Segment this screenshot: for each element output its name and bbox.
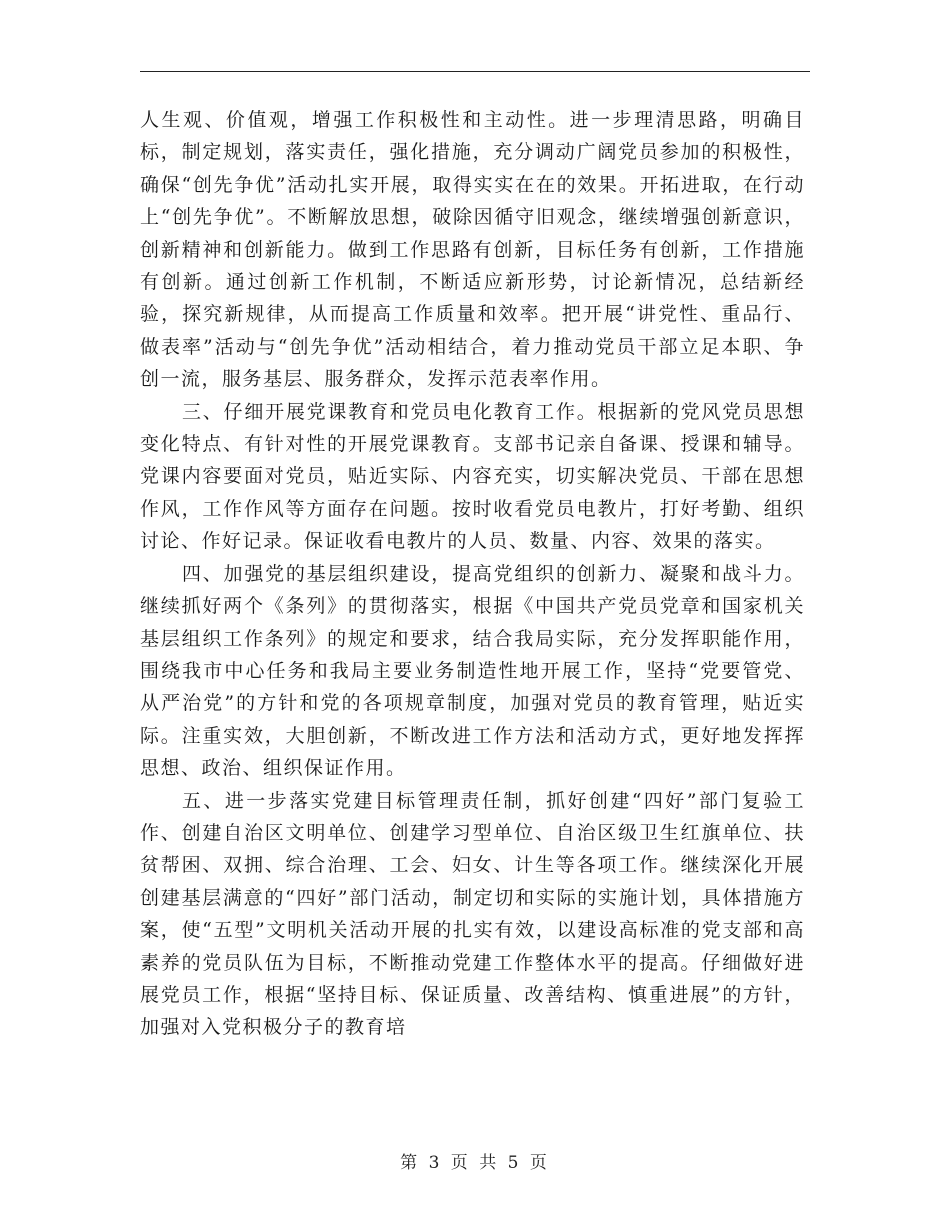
document-body bbox=[140, 104, 805, 1044]
paragraph-continuation: 人生观、价值观，增强工作积极性和主动性。进一步理清思路，明确目标，制定规划，落实责任，强化措施，充分调动广阔党员参加的积极性，确保“创先争优”活动扎实开展，取得实实在在的效果。开拓进取，在行动上“创先争优”。不断解放思想，破除因循守旧观念，继续增强创新意识，创新精神和创新能力。做到工作思路有创新，目标任务有创新，工作措施有创新。通过创新工作机制，不断适应新形势，讨论新情况，总结新经验，探究新规律，从而提高工作质量和效率。把开展“讲党性、重品行、做表率”活动与“创先争优”活动相结合，着力推动党员干部立足本职、争创一流，服务基层、服务群众，发挥示范表率作用。 bbox=[140, 109, 805, 391]
paragraph-section-three: 三、仔细开展党课教育和党员电化教育工作。根据新的党风党员思想变化特点、有针对性的开展党课教育。支部书记亲自备课、授课和辅导。党课内容要面对党员，贴近实际、内容充实，切实解决党员、干部在思想作风，工作作风等方面存在问题。按时收看党员电教片，打好考勤、组织讨论、作好记录。保证收看电教片的人员、数量、内容、效果的落实。 bbox=[140, 400, 805, 553]
page-number-footer: 第 3 页 共 5 页 bbox=[400, 1153, 550, 1173]
paragraph-section-four: 四、加强党的基层组织建设，提高党组织的创新力、凝聚和战斗力。继续抓好两个《条列》的贯彻落实，根据《中国共产党员党章和国家机关基层组织工作条列》的规定和要求，结合我局实际，充分发挥职能作用，围绕我市中心任务和我局主要业务制造性地开展工作，坚持“党要管党、从严治党”的方针和党的各项规章制度，加强对党员的教育管理，贴近实际。注重实效，大胆创新，不断改进工作方法和活动方式，更好地发挥挥思想、政治、组织保证作用。 bbox=[140, 562, 805, 780]
paragraph-section-five: 五、进一步落实党建目标管理责任制，抓好创建“四好”部门复验工作、创建自治区文明单位、创建学习型单位、自治区级卫生红旗单位、扶贫帮困、双拥、综合治理、工会、妇女、计生等各项工作。继续深化开展创建基层满意的“四好”部门活动，制定切和实际的实施计划，具体措施方案，使“五型”文明机关活动开展的扎实有效，以建设高标准的党支部和高素养的党员队伍为目标，不断推动党建工作整体水平的提高。仔细做好进展党员工作，根据“坚持目标、保证质量、改善结构、慎重进展”的方针，加强对入党积极分子的教育培 bbox=[140, 789, 805, 1039]
header-rule bbox=[140, 71, 810, 72]
